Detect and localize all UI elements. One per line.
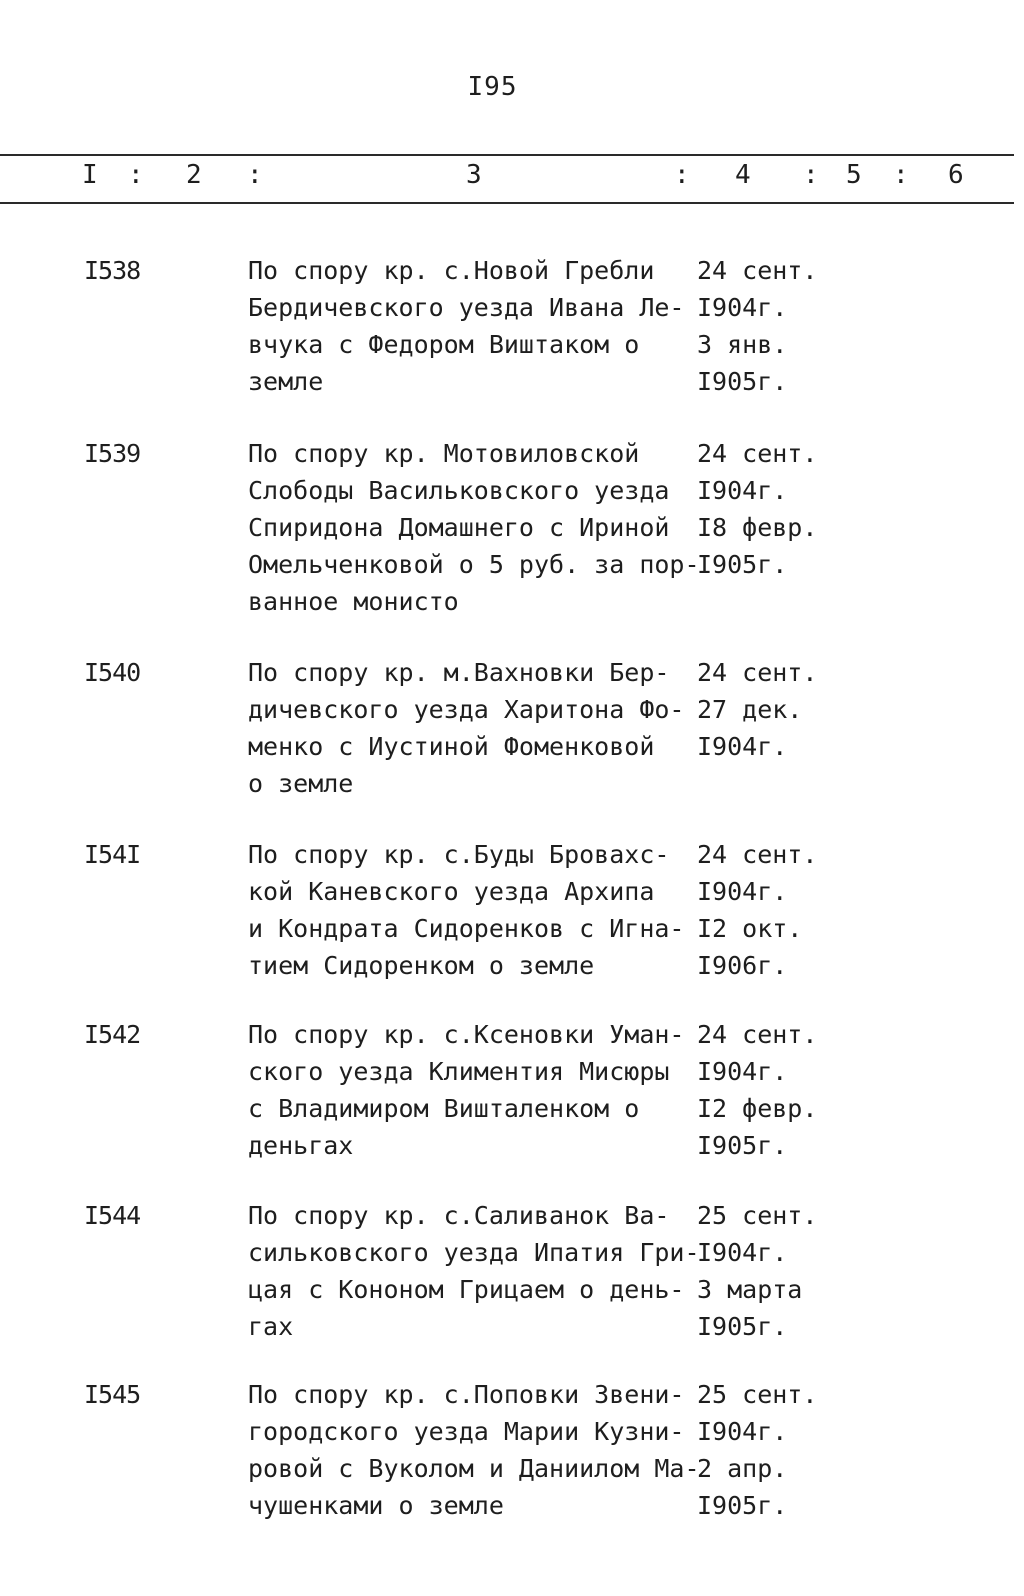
description-line: Омельченковой о 5 руб. за пор- bbox=[248, 550, 700, 579]
case-number: I538 bbox=[84, 256, 141, 285]
case-dates bbox=[697, 1197, 857, 1345]
description-line: Спиридона Домашнего с Ириной bbox=[248, 513, 670, 542]
description-line: Слободы Васильковского уезда bbox=[248, 476, 670, 505]
description-line: о земле bbox=[248, 769, 354, 798]
column-separator: : bbox=[674, 160, 690, 190]
column-header-3: 3 bbox=[466, 160, 482, 190]
date-line: 27 дек. bbox=[697, 695, 803, 724]
date-line: I905г. bbox=[697, 1312, 788, 1341]
case-description bbox=[248, 1197, 700, 1345]
date-line: 3 янв. bbox=[697, 330, 788, 359]
description-line: По спору кр. с.Буды Бровахс- bbox=[248, 840, 670, 869]
date-line: 24 сент. bbox=[697, 439, 818, 468]
case-description bbox=[248, 435, 700, 620]
column-header-1: I bbox=[82, 160, 98, 190]
column-separator: : bbox=[803, 160, 819, 190]
description-line: вчука с Федором Виштаком о bbox=[248, 330, 640, 359]
description-line: дичевского уезда Харитона Фо- bbox=[248, 695, 685, 724]
description-line: сильковского уезда Ипатия Гри- bbox=[248, 1238, 700, 1267]
case-number: I539 bbox=[84, 439, 141, 468]
description-line: тием Сидоренком о земле bbox=[248, 951, 595, 980]
description-line: земле bbox=[248, 367, 324, 396]
date-line: I904г. bbox=[697, 877, 788, 906]
date-line: I905г. bbox=[697, 550, 788, 579]
description-line: По спору кр. м.Вахновки Бер- bbox=[248, 658, 670, 687]
date-line: I2 февр. bbox=[697, 1094, 818, 1123]
date-line: I905г. bbox=[697, 1491, 788, 1520]
case-dates bbox=[697, 836, 857, 984]
description-line: гах bbox=[248, 1312, 294, 1341]
date-line: 24 сент. bbox=[697, 840, 818, 869]
case-number: I542 bbox=[84, 1020, 141, 1049]
case-dates bbox=[697, 252, 857, 400]
date-line: 24 сент. bbox=[697, 256, 818, 285]
description-line: По спору кр. Мотовиловской bbox=[248, 439, 640, 468]
description-line: городского уезда Марии Кузни- bbox=[248, 1417, 685, 1446]
column-separator: : bbox=[893, 160, 909, 190]
column-header-5: 5 bbox=[846, 160, 862, 190]
column-separator: : bbox=[247, 160, 263, 190]
case-dates bbox=[697, 435, 857, 583]
case-number: I544 bbox=[84, 1201, 141, 1230]
description-line: ского уезда Климентия Мисюры bbox=[248, 1057, 670, 1086]
description-line: По спору кр. с.Ксеновки Уман- bbox=[248, 1020, 685, 1049]
date-line: 2 апр. bbox=[697, 1454, 788, 1483]
column-header-4: 4 bbox=[735, 160, 751, 190]
case-description bbox=[248, 1016, 688, 1164]
case-description bbox=[248, 252, 688, 400]
case-description bbox=[248, 654, 688, 802]
date-line: I906г. bbox=[697, 951, 788, 980]
column-separator: : bbox=[128, 160, 144, 190]
description-line: кой Каневского уезда Архипа bbox=[248, 877, 655, 906]
description-line: с Владимиром Вишталенком о bbox=[248, 1094, 640, 1123]
date-line: I904г. bbox=[697, 1238, 788, 1267]
case-description bbox=[248, 836, 688, 984]
case-number: I540 bbox=[84, 658, 141, 687]
column-header-2: 2 bbox=[186, 160, 202, 190]
date-line: I904г. bbox=[697, 476, 788, 505]
date-line: 24 сент. bbox=[697, 658, 818, 687]
date-line: I8 февр. bbox=[697, 513, 818, 542]
date-line: I904г. bbox=[697, 293, 788, 322]
description-line: менко с Иустиной Фоменковой bbox=[248, 732, 655, 761]
description-line: По спору кр. с.Новой Гребли bbox=[248, 256, 655, 285]
description-line: ровой с Вуколом и Даниилом Ма- bbox=[248, 1454, 700, 1483]
case-description bbox=[248, 1376, 700, 1524]
table-header-top-rule bbox=[0, 154, 1014, 156]
description-line: чушенками о земле bbox=[248, 1491, 504, 1520]
date-line: I905г. bbox=[697, 367, 788, 396]
date-line: 3 марта bbox=[697, 1275, 803, 1304]
column-header-6: 6 bbox=[948, 160, 964, 190]
description-line: цая с Кононом Грицаем о день- bbox=[248, 1275, 685, 1304]
case-dates bbox=[697, 1016, 857, 1164]
description-line: По спору кр. с.Поповки Звени- bbox=[248, 1380, 685, 1409]
description-line: деньгах bbox=[248, 1131, 354, 1160]
case-dates bbox=[697, 1376, 857, 1524]
case-dates bbox=[697, 654, 857, 765]
description-line: По спору кр. с.Саливанок Ва- bbox=[248, 1201, 670, 1230]
date-line: I904г. bbox=[697, 732, 788, 761]
date-line: 24 сент. bbox=[697, 1020, 818, 1049]
description-line: и Кондрата Сидоренков с Игна- bbox=[248, 914, 685, 943]
date-line: 25 сент. bbox=[697, 1201, 818, 1230]
date-line: I2 окт. bbox=[697, 914, 803, 943]
case-number: I54I bbox=[84, 840, 141, 869]
table-header-bottom-rule bbox=[0, 202, 1014, 204]
page-number: I95 bbox=[467, 72, 518, 102]
date-line: 25 сент. bbox=[697, 1380, 818, 1409]
date-line: I904г. bbox=[697, 1417, 788, 1446]
description-line: ванное монисто bbox=[248, 587, 459, 616]
date-line: I904г. bbox=[697, 1057, 788, 1086]
date-line: I905г. bbox=[697, 1131, 788, 1160]
description-line: Бердичевского уезда Ивана Ле- bbox=[248, 293, 685, 322]
case-number: I545 bbox=[84, 1380, 141, 1409]
